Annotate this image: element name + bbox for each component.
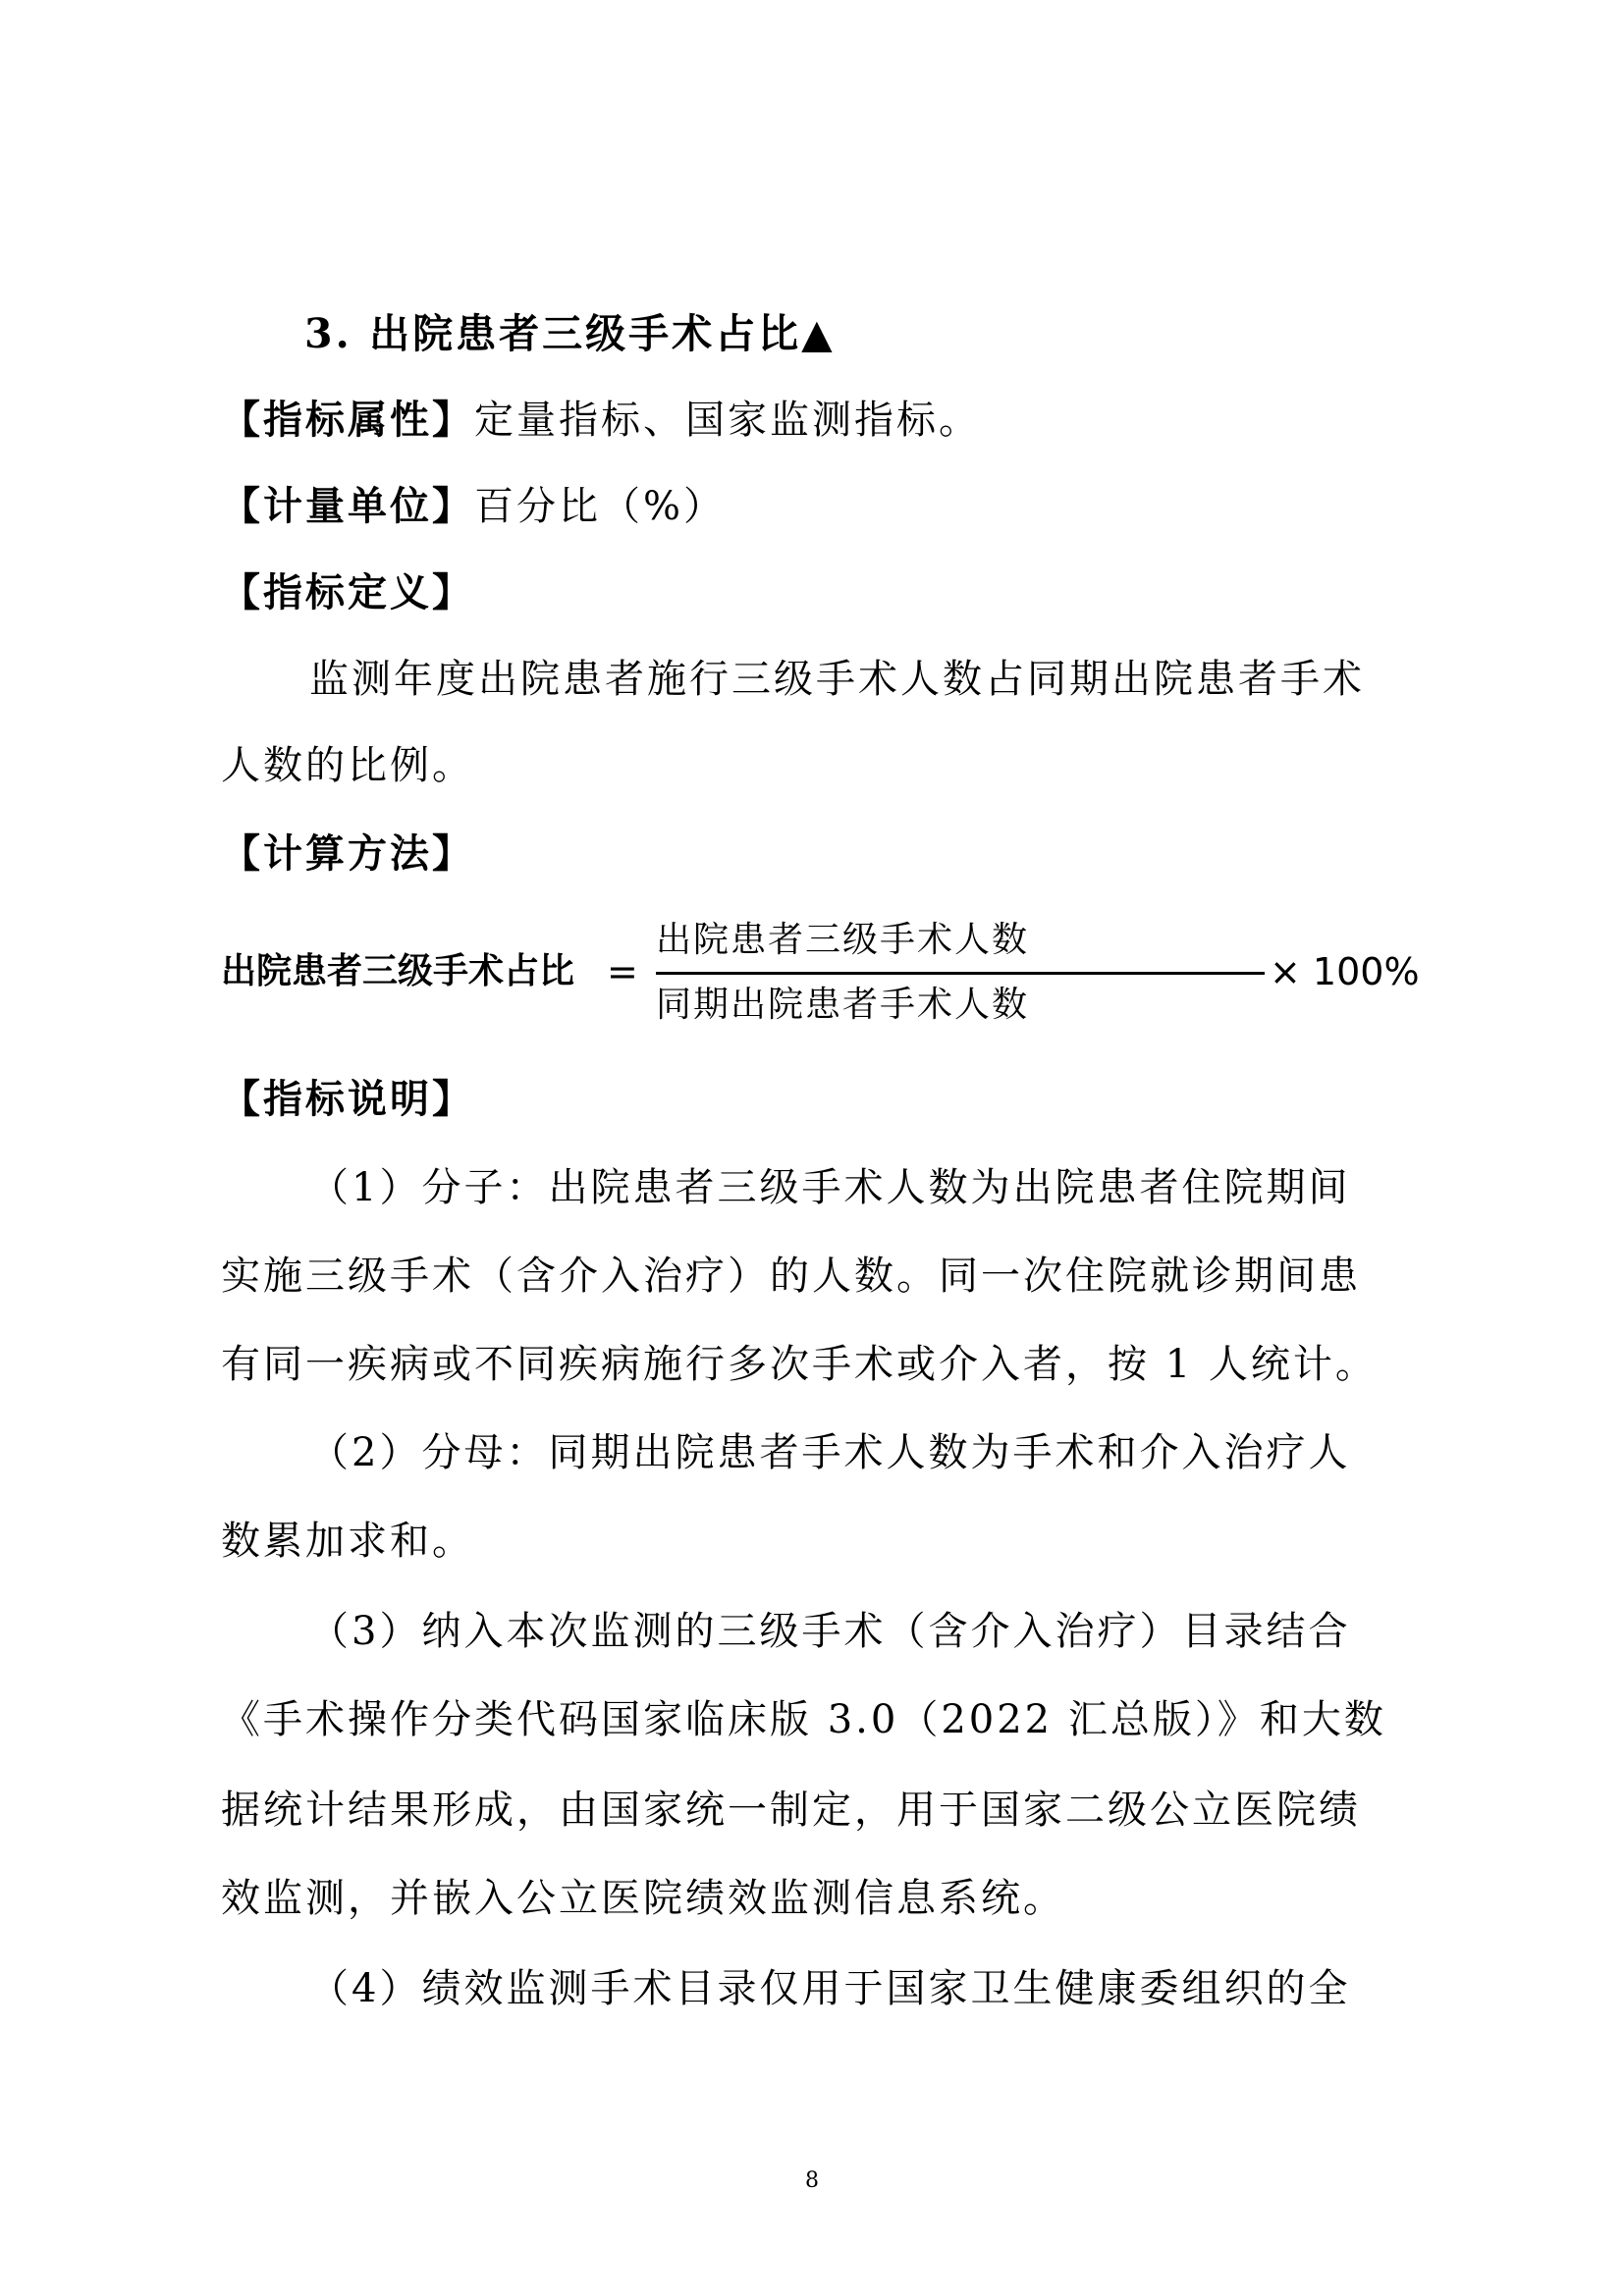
definition-line: 人数的比例。	[221, 743, 474, 788]
definition-label: 【指标定义】	[221, 569, 474, 615]
attribute-row	[221, 393, 981, 448]
explanation-line: 《手术操作分类代码国家临床版 3.0（2022 汇总版）》和大数	[221, 1697, 1386, 1742]
unit-value: 百分比（%）	[474, 484, 727, 529]
section-title: 3. 出院患者三级手术占比▲	[304, 310, 836, 357]
explanation-heading	[221, 1072, 474, 1127]
formula-lhs: 出院患者三级手术占比	[221, 951, 575, 991]
unit-row	[221, 479, 726, 534]
explanation-line: 效监测，并嵌入公立医院绩效监测信息系统。	[221, 1876, 1065, 1921]
explanation-line: 据统计结果形成，由国家统一制定，用于国家二级公立医院绩	[221, 1788, 1361, 1833]
definition-line: 监测年度出院患者施行三级手术人数占同期出院患者手术	[309, 657, 1365, 702]
formula-denominator: 同期出院患者手术人数	[656, 985, 1030, 1025]
explanation-line: （1）分子：出院患者三级手术人数为出院患者住院期间	[309, 1165, 1351, 1210]
explanation-line: 实施三级手术（含介入治疗）的人数。同一次住院就诊期间患	[221, 1254, 1361, 1299]
explanation-line: 有同一疾病或不同疾病施行多次手术或介入者，按 1 人统计。	[221, 1342, 1378, 1387]
formula-multiplier: × 100%	[1270, 950, 1420, 993]
attribute-value: 定量指标、国家监测指标。	[474, 398, 981, 443]
formula-numerator: 出院患者三级手术人数	[656, 920, 1030, 960]
explanation-label: 【指标说明】	[221, 1076, 474, 1122]
formula-equals: =	[607, 950, 638, 993]
explanation-line: 数累加求和。	[221, 1519, 474, 1564]
calculation-heading	[221, 827, 474, 881]
formula-fraction-bar	[656, 972, 1265, 975]
explanation-line: （3）纳入本次监测的三级手术（含介入治疗）目录结合	[309, 1609, 1351, 1654]
calculation-formula	[221, 915, 1420, 1033]
attribute-label: 【指标属性】	[221, 397, 474, 443]
calculation-label: 【计算方法】	[221, 830, 474, 877]
unit-label: 【计量单位】	[221, 483, 474, 529]
definition-heading	[221, 565, 474, 620]
explanation-line: （4）绩效监测手术目录仅用于国家卫生健康委组织的全	[309, 1966, 1351, 2011]
explanation-line: （2）分母：同期出院患者手术人数为手术和介入治疗人	[309, 1430, 1351, 1475]
page-number: 8	[805, 2168, 819, 2193]
